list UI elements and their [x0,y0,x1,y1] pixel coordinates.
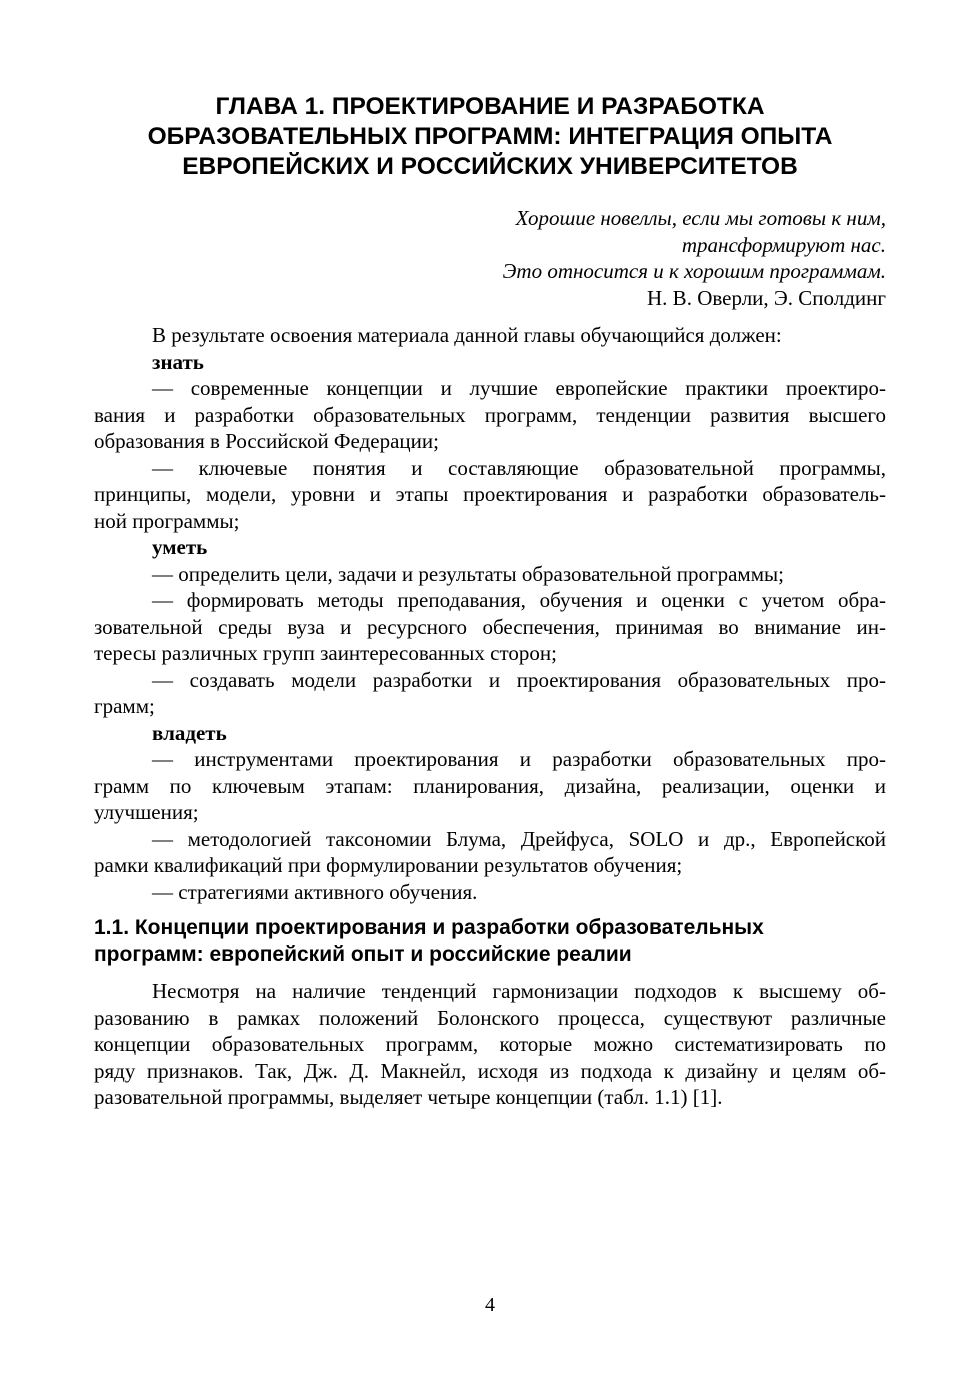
list-item [94,667,886,720]
list-item [94,879,886,906]
list-item-line: — определить цели, задачи и результаты образовательной программы; [152,561,784,586]
can-label: уметь [152,535,208,559]
list-item-line: зовательной среды вуза и ресурсного обеспечения, принимая во внимание ин- [94,614,886,639]
list-item-line: рамки квалификаций при формулировании результатов обучения; [94,853,683,877]
chapter-title-line: ОБРАЗОВАТЕЛЬНЫХ ПРОГРАММ: ИНТЕГРАЦИЯ ОПЫТА [147,123,833,150]
section-title [94,914,886,968]
list-item-line: — ключевые понятия и составляющие образовательной программы, [152,455,886,480]
section-title-line: 1.1. Концепции проектирования и разработки образовательных [94,916,764,939]
chapter-title-line: ГЛАВА 1. ПРОЕКТИРОВАНИЕ И РАЗРАБОТКА [215,93,765,120]
list-item-line: тересы различных групп заинтересованных сторон; [94,641,557,665]
list-item [94,587,886,667]
intro-text: В результате освоения материала данной главы обучающийся должен: [152,323,782,347]
know-label: знать [152,349,204,374]
epigraph-line: Хорошие новеллы, если мы готовы к ним, [515,206,886,230]
list-item [94,561,886,588]
list-item-line: улучшения; [94,800,199,824]
epigraph-line: трансформируют нас. [681,232,886,257]
list-item [94,455,886,535]
list-item-line: вания и разработки образовательных программ, тенденции развития высшего [94,402,886,427]
chapter-title-line: ЕВРОПЕЙСКИХ И РОССИЙСКИХ УНИВЕРСИТЕТОВ [182,153,798,180]
paragraph-line: разовательной программы, выделяет четыре концепции (табл. 1.1) [1]. [94,1085,723,1109]
list-item [94,746,886,826]
epigraph [503,205,886,311]
list-item [94,826,886,879]
page-number: 4 [485,1294,495,1316]
epigraph-author: Н. В. Оверли, Э. Сполдинг [647,285,886,310]
epigraph-line: Это относится и к хорошим программам. [502,259,886,283]
list-item-line: грамм по ключевым этапам: планирования, дизайна, реализации, оценки и [94,773,886,798]
paragraph-line: ряду признаков. Так, Дж. Д. Макнейл, исходя из подхода к дизайну и целям об- [94,1058,886,1083]
section-title-line: программ: европейский опыт и российские реалии [94,943,632,966]
paragraph-line: концепции образовательных программ, которые можно систематизировать по [94,1032,886,1056]
paragraph-line: Несмотря на наличие тенденций гармонизации подходов к высшему об- [152,979,886,1003]
paragraph-line: разованию в рамках положений Болонского процесса, существуют различные [94,1005,886,1030]
list-item-line: — формировать методы преподавания, обучения и оценки с учетом обра- [152,588,886,612]
list-item-line: — стратегиями активного обучения. [152,879,478,904]
list-item-line: — современные концепции и лучшие европейские практики проектиро- [152,376,886,400]
list-item-line: образования в Российской Федерации; [94,429,439,453]
list-item-line: — инструментами проектирования и разработки образовательных про- [152,747,886,771]
list-item-line: — методологией таксономии Блума, Дрейфуса, SOLO и др., Европейской [152,826,886,851]
list-item [94,375,886,455]
chapter-title [94,92,886,182]
list-item-line: грамм; [94,694,155,718]
list-item-line: ной программы; [94,508,240,533]
section-paragraph [94,978,886,1111]
own-label: владеть [152,720,227,745]
list-item-line: принципы, модели, уровни и этапы проектирования и разработки образователь- [94,482,886,506]
list-item-line: — создавать модели разработки и проектирования образовательных про- [152,667,886,692]
learning-outcomes [94,322,886,905]
